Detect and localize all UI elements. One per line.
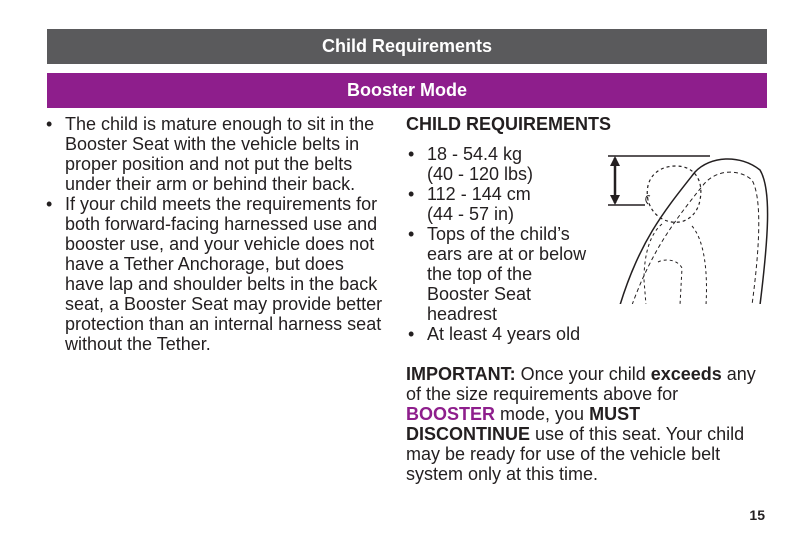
height-metric: 112 - 144 cm — [427, 184, 531, 204]
section-title: Child Requirements — [321, 36, 493, 56]
important-text-5: use of this seat. Your child may be ready for use of the vehicle belt system only at this time. — [406, 424, 745, 484]
important-text-1: Once your child — [515, 364, 651, 384]
height-imperial: (44 - 57 in) — [427, 204, 515, 224]
important-text-3: mode, you — [495, 404, 590, 424]
left-bullet-list — [44, 114, 386, 354]
important-text-2: any of the size requirements above for — [406, 364, 756, 404]
child-requirements-heading: CHILD REQUIREMENTS — [406, 114, 612, 134]
weight-metric: 18 - 54.4 kg — [427, 144, 523, 164]
left-column — [44, 114, 386, 354]
important-label: IMPORTANT: — [406, 364, 516, 384]
booster-seat-diagram-icon — [600, 150, 770, 310]
page-number: 15 — [749, 507, 765, 523]
section-header — [47, 29, 767, 64]
important-notice — [406, 364, 766, 484]
discontinue-word: DISCONTINUE — [406, 424, 531, 444]
age-requirement: • At least 4 years old — [406, 324, 766, 344]
exceeds-word: exceeds — [650, 364, 722, 384]
booster-word: BOOSTER — [406, 404, 496, 424]
list-item: • The child is mature enough to sit in the Booster Seat with the vehicle belts in proper position and not put the belts under their arm or behind their back. — [44, 114, 386, 194]
weight-imperial: (40 - 120 lbs) — [427, 164, 534, 184]
ears-text: • Tops of the child’s ears are at or below the top of the Booster Seat headrest — [427, 224, 587, 324]
list-item: • If your child meets the requirements for both forward-facing harnessed use and booster use, and your vehicle does not have a Tether Anchorage, but does have lap and shoulder belts in the back seat, a Booster Seat may provide better protection than an internal harness seat without the Tether. — [44, 194, 386, 354]
must-word: MUST — [589, 404, 641, 424]
mode-title: Booster Mode — [346, 80, 467, 100]
mode-header — [47, 73, 767, 108]
